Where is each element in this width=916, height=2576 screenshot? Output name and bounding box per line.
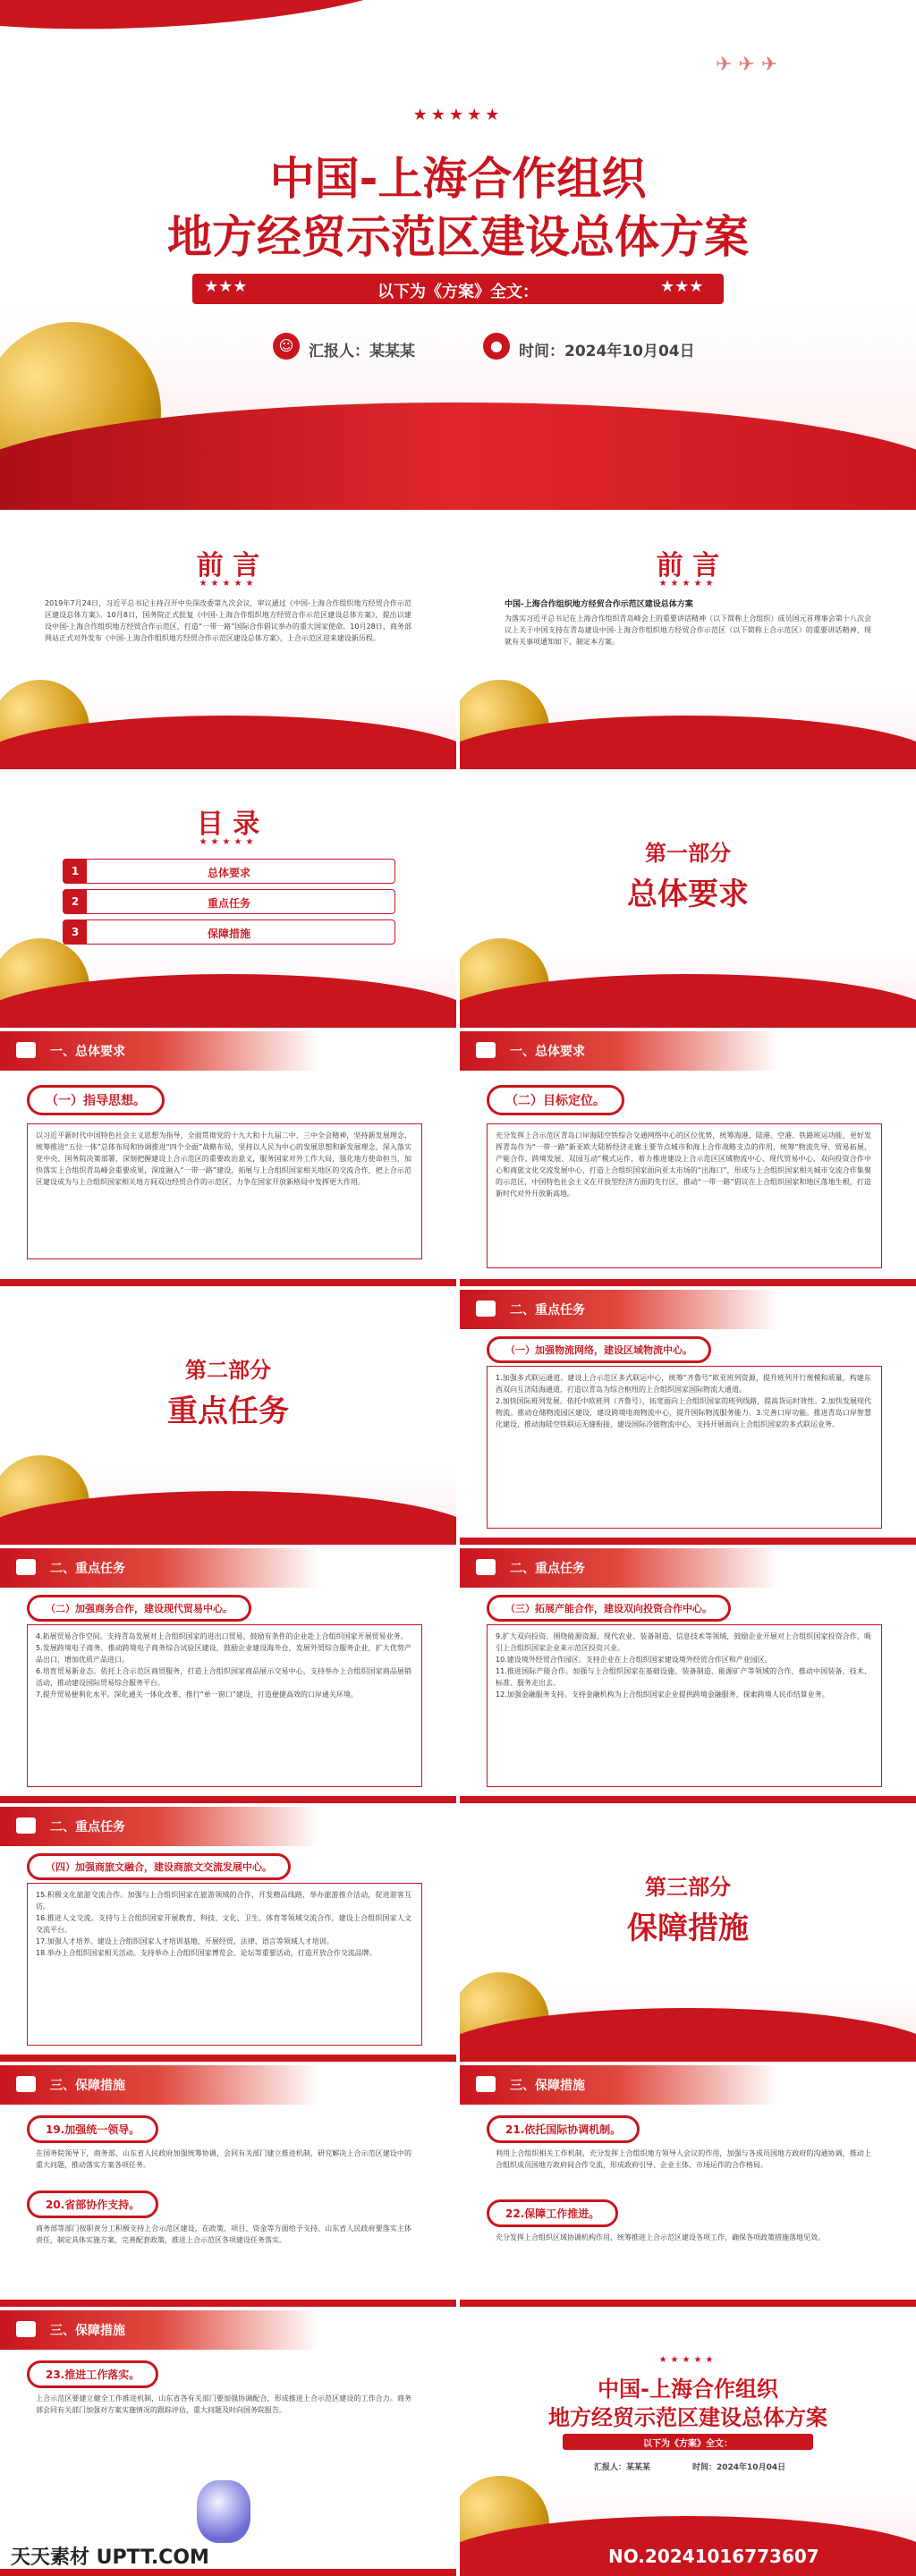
guarantee-body: 在国务院领导下，商务部、山东省人民政府加强统筹协调，会同有关部门建立推进机制，研究解决上合示范区建设中的重大问题，推动落实方案各项任务。 — [36, 2149, 411, 2169]
guarantee-body: 商务部等部门按职责分工积极支持上合示范区建设，在政策、项目、资金等方面给予支持。山东省人民政府要落实主体责任，制定具体实施方案，完善配套政策，推进上合示范区各项建设任务落实。 — [36, 2224, 411, 2244]
task2-slide — [0, 1548, 456, 1803]
flag-icon — [16, 2321, 36, 2337]
preface-title: 前 言 — [656, 550, 720, 581]
section-header — [0, 2310, 456, 2350]
end-time: 时间：2024年10月04日 — [692, 2463, 786, 2472]
part-label: 第三部分 — [645, 1875, 731, 1900]
preface-body: 为落实习近平总书记在上海合作组织青岛峰会上的重要讲话精神（以下简称上合组织）成员国元首理事会第十八次会议上关于中国支持在青岛建设中国-上海合作组织地方经贸合作示范区（以下简称上合示范区）的重要讲话精神，现就有关事项通知如下，制定本方案。 — [505, 614, 871, 646]
subsection-pill: 23.推进工作落实。 — [27, 2360, 158, 2388]
top-red-ribbon — [0, 0, 414, 40]
guarantee1-slide — [0, 2065, 456, 2307]
preface-slide-1 — [0, 514, 456, 769]
flag-icon — [476, 1042, 496, 1058]
mic-icon: ● — [483, 333, 510, 360]
section-header — [0, 1548, 456, 1588]
subsection-pill: （二）目标定位。 — [487, 1085, 624, 1115]
position-body: 充分发挥上合示范区青岛口岸海陆空铁综合交通网络中心的区位优势，统筹海港、陆港、空港、铁路班运功能，更好发挥青岛作为“一带一路”新亚欧大陆桥经济走廊主要节点城市和海上合作战略支点的作用，统筹“物流先导、贸易拓展、产能合作、跨境发展、双园互动”模式运作，着力推进建设上合示范区区域物流中心、现代贸易中心、双向投资合作中心和商旅文化交流发展中心，打造上合组织国家面向亚太市场的“出海口”，形成与上合组织国家相关城市交流合作集聚的示范区，中国特色社会主义在开放型经济方面的先行区，推动“一带一路”倡议在上合组织国家和地区落地生根，打造新时代对外开放新高地。 — [496, 1131, 871, 1198]
subsection-pill: 21.依托国际协调机制。 — [487, 2115, 640, 2143]
section-header-text: 三、保障措施 — [50, 2079, 125, 2093]
section-header-text: 二、重点任务 — [510, 1303, 585, 1318]
toc-title: 目 录 — [196, 809, 260, 840]
cover-subtitle-stars-right: ★★★ — [660, 277, 704, 296]
section-header — [460, 1290, 916, 1329]
user-icon: ☺ — [273, 333, 300, 360]
bottom-band — [0, 1279, 456, 1286]
flag-icon — [16, 2076, 36, 2092]
end-stars: ★★★★★ — [658, 2355, 717, 2365]
subsection-pill: （四）加强商旅文融合，建设商旅文交流发展中心。 — [27, 1853, 291, 1880]
toc-label: 总体要求 — [207, 867, 250, 879]
flag-icon — [476, 1559, 496, 1575]
part1-slide — [460, 773, 916, 1028]
subsection-pill: （三）拓展产能合作，建设双向投资合作中心。 — [487, 1595, 731, 1622]
flag-icon — [476, 2076, 496, 2092]
part-name: 保障措施 — [627, 1911, 749, 1946]
section-header-text: 二、重点任务 — [50, 1820, 125, 1835]
bottom-band — [460, 1279, 916, 1286]
section-header — [460, 2065, 916, 2105]
preface-body: 2019年7月24日，习近平总书记主持召开中央深改委第九次会议，审议通过《中国-上海合作组织地方经贸合作示范区建设总体方案》。10月8日，国务院正式批复《中国-上海合作组织地方经贸合作示范区建设总体方案》，提出以建设中国-上海合作组织地方经贸合作示范区，打造“一带一路”国际合作倡议举办的重大国家使命。10月28日，商务部网站正式对外发布《中国-上海合作组织地方经贸合作示范区建设总体方案》，上合示范区迎来建设新历程。 — [45, 599, 411, 642]
cover-slide — [0, 0, 916, 510]
end-title-line1: 中国-上海合作组织 — [598, 2377, 778, 2402]
subsection-pill: （一）指导思想。 — [27, 1085, 165, 1115]
toc-item-1[interactable] — [63, 859, 395, 884]
guide-body: 以习近平新时代中国特色社会主义思想为指导，全面贯彻党的十九大和十九届二中、三中全会精神，坚持新发展理念，统筹推进“五位一体”总体布局和协调推进“四个全面”战略布局，坚持以人民为中心的发展思想和新发展理念，深入落实党中央、国务院决策部署，深刻把握建设上合示范区的重要政治意义，服务国家对外工作大局，强化地方使命担当，加快落实上合组织青岛峰会重要成果，深度融入“一带一路”建设，拓展与上合组织国家相关地区的交流合作，把上合示范区建设成为与上合组织国家相关地方间双边经贸合作的示范区，力争在国家开放新格局中发挥更大作用。 — [36, 1131, 411, 1186]
cover-subtitle: 以下为《方案》全文： — [377, 283, 539, 301]
subsection-pill: （一）加强物流网络，建设区域物流中心。 — [487, 1336, 711, 1363]
end-reporter: 汇报人：某某某 — [594, 2463, 651, 2472]
part2-slide — [0, 1290, 456, 1545]
end-slide — [460, 2310, 916, 2576]
flag-icon — [476, 1301, 496, 1317]
cover-time: 时间：2024年10月04日 — [519, 343, 695, 360]
toc-number: 1 — [64, 860, 87, 883]
section-header — [0, 1031, 456, 1071]
part-label: 第二部分 — [185, 1358, 271, 1383]
guide-slide — [0, 1031, 456, 1286]
part-name: 总体要求 — [627, 877, 749, 912]
toc-label: 重点任务 — [207, 897, 250, 910]
flag-icon — [16, 1559, 36, 1575]
task1-slide — [460, 1290, 916, 1545]
bottom-band — [0, 2055, 456, 2062]
toc-label: 保障措施 — [207, 928, 250, 940]
section-header — [460, 1031, 916, 1071]
cover-title-line2: 地方经贸示范区建设总体方案 — [167, 211, 749, 263]
cover-title-line1: 中国-上海合作组织 — [269, 153, 647, 205]
section-header-text: 一、总体要求 — [50, 1045, 125, 1059]
section-header-text: 二、重点任务 — [510, 1562, 585, 1576]
flag-icon — [16, 1042, 36, 1058]
preface-title: 前 言 — [196, 550, 260, 581]
birds-decoration: ✈ ✈ ✈ — [716, 54, 778, 76]
guarantee-body: 充分发挥上合组织区域协调机构作用，统筹推进上合示范区建设各项工作，确保各项政策措施落地见效。 — [496, 2233, 825, 2241]
position-slide — [460, 1031, 916, 1286]
toc-number: 3 — [64, 920, 87, 944]
section-header — [0, 1807, 456, 1846]
preface-slide-2 — [460, 514, 916, 769]
guarantee-body: 利用上合组织相关工作机制，充分发挥上合组织地方领导人会议的作用，加强与各成员国地方政府的沟通协调，推动上合组织成员国地方政府间合作交流，形成政府引导、企业主体、市场运作的合作格局。 — [496, 2149, 871, 2169]
flag-icon — [16, 1818, 36, 1834]
mascot-image — [197, 2480, 250, 2543]
preface-heading: 中国-上海合作组织地方经贸合作示范区建设总体方案 — [505, 600, 693, 609]
section-header-text: 二、重点任务 — [50, 1562, 125, 1576]
subsection-pill: （二）加强商务合作，建设现代贸易中心。 — [27, 1595, 251, 1622]
task3-body: 9.扩大双向投资。围绕能源资源、现代农业、装备制造、信息技术等领域，鼓励企业开展对上合组织国家投资合作，吸引上合组织国家企业来示范区投资兴业。 10.建设境外经贸合作园区。支持企业在上合组织国家建设境外经贸合作区和产业园区。 11.推进国际产能合作。加强与上合组织国家在基础设施、装备制造、能源矿产等领域的合作，推动中国装备、技术、标准、服务走出去。 12.加强金融服务支持。支持金融机构为上合组织国家企业提供跨境金融服务，探索跨境人民币结算业务。 — [496, 1632, 871, 1699]
task4-body: 15.积极文化旅游交流合作。加强与上合组织国家在旅游领域的合作，开发精品线路，举办旅游推介活动，促进游客互访。 16.推进人文交流。支持与上合组织国家开展教育、科技、文化、卫生、体育等领域交流合作，建设上合组织国家人文交流平台。 17.加强人才培养。建设上合组织国家人才培训基地，开展经贸、法律、语言等领域人才培训。 18.举办上合组织国家相关活动。支持举办上合组织国家博览会、论坛等重要活动，打造开放合作交流品牌。 — [36, 1891, 411, 1957]
subsection-pill: 19.加强统一领导。 — [27, 2115, 158, 2143]
task3-slide — [460, 1548, 916, 1803]
bottom-band — [460, 1538, 916, 1545]
toc-item-2[interactable] — [63, 889, 395, 914]
task2-body: 4.拓展贸易合作空间。支持青岛发展对上合组织国家的进出口贸易，鼓励有条件的企业赴上合组织国家开展贸易业务。 5.发展跨境电子商务。推动跨境电子商务综合试验区建设，鼓励企业建设海外仓，发展外贸综合服务企业，扩大优势产品出口，增加优质产品进口。 6.培育贸易新业态。依托上合示范区商贸服务，打造上合组织国家商品展示交易中心，支持举办上合组织国家商品展销活动，推动建设国际贸易综合服务平台。 7.提升贸易便利化水平。深化通关一体化改革，推行“单一窗口”建设，打造便捷高效的口岸通关环境。 — [36, 1632, 411, 1699]
task4-slide — [0, 1807, 456, 2062]
toc-item-3[interactable] — [63, 919, 395, 945]
bottom-band — [460, 1796, 916, 1803]
section-header-text: 三、保障措施 — [510, 2079, 585, 2093]
toc-slide — [0, 773, 456, 1028]
toc-stars: ★★★★★ — [199, 837, 258, 847]
end-subtitle: 以下为《方案》全文： — [643, 2439, 733, 2449]
preface-stars: ★★★★★ — [658, 579, 717, 589]
guarantee3-slide — [0, 2310, 456, 2576]
watermark-left: 天天素材 UPTT.COM — [11, 2546, 209, 2569]
section-header — [460, 1548, 916, 1588]
preface-stars: ★★★★★ — [199, 579, 258, 589]
section-header-text: 一、总体要求 — [510, 1045, 585, 1059]
subsection-pill: 22.保障工作推进。 — [487, 2199, 618, 2227]
task1-body: 1.加强多式联运通道。建设上合示范区多式联运中心，统筹“齐鲁号”欧亚班列资源，提升班列开行规模和质量，构建东西双向互济陆海通道，打造以青岛为综合枢纽的上合组织国家国际物流大通道。 2.加快国际班列发展。依托中欧班列（齐鲁号），拓宽面向上合组织国家的班列线路，提高货运时效性。2.加快发展现代物流。推动仓储物流园区建设，建设跨境电商物流中心，提升国际物流服务能力。3.完善口岸功能。推进青岛口岸智慧化建设，推动海陆空铁联运无缝衔接，建设国际冷链物流中心，支持开展面向上合组织国家的多式联运业务。 — [496, 1374, 871, 1428]
subsection-pill: 20.省部协作支持。 — [27, 2190, 158, 2218]
watermark-right: NO.20241016773607 — [608, 2546, 819, 2567]
bottom-band — [0, 2300, 456, 2307]
part3-slide — [460, 1807, 916, 2062]
part-label: 第一部分 — [645, 841, 731, 866]
end-title-line2: 地方经贸示范区建设总体方案 — [548, 2405, 827, 2430]
bottom-band — [0, 2569, 456, 2576]
section-header-text: 三、保障措施 — [50, 2324, 125, 2338]
guarantee-body: 上合示范区要建立健全工作推进机制，山东省各有关部门要加强协调配合，形成推进上合示范区建设的工作合力。商务部会同有关部门加强对方案实施情况的跟踪评估，重大问题及时向国务院报告。 — [36, 2394, 411, 2414]
cover-reporter: 汇报人：某某某 — [309, 343, 415, 360]
toc-number: 2 — [64, 890, 87, 913]
guarantee2-slide — [460, 2065, 916, 2307]
cover-subtitle-stars-left: ★★★ — [204, 277, 248, 296]
section-header — [0, 2065, 456, 2105]
part-name: 重点任务 — [167, 1394, 289, 1429]
bottom-band — [0, 1796, 456, 1803]
bottom-band — [460, 2300, 916, 2307]
cover-stars: ★★★★★ — [412, 106, 504, 124]
